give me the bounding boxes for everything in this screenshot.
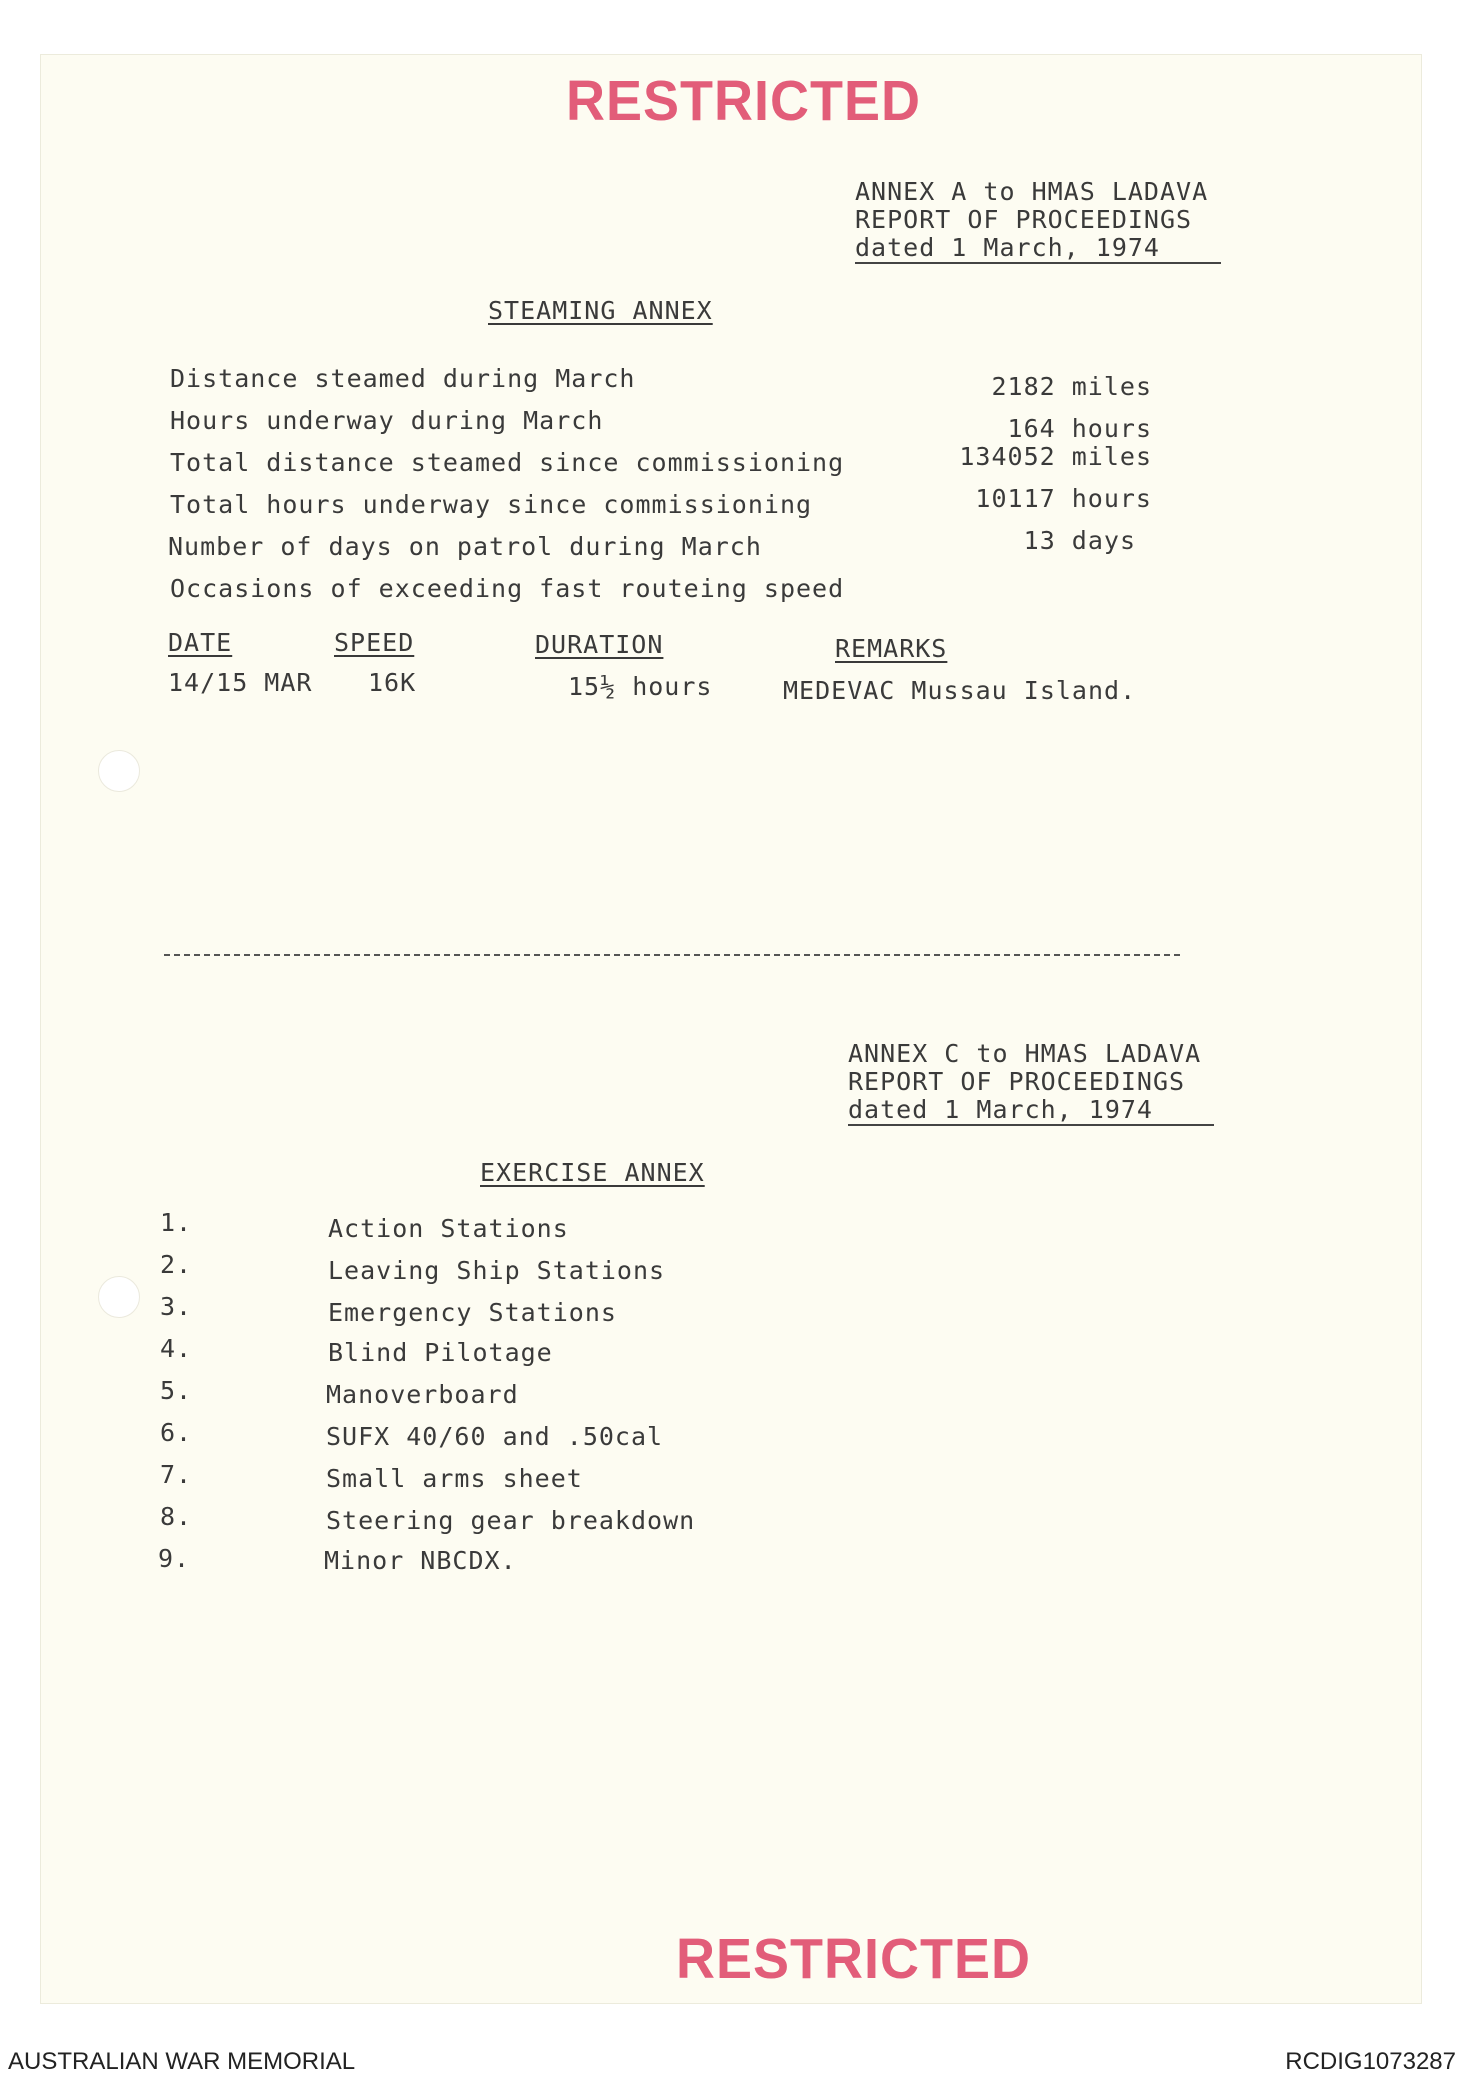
footer-source: AUSTRALIAN WAR MEMORIAL xyxy=(8,2048,356,2075)
punch-hole xyxy=(98,1276,140,1318)
stat-value: 10117 hours xyxy=(975,484,1152,513)
annex-c-header-line-3: dated 1 March, 1974 xyxy=(848,1095,1153,1124)
cell-date: 14/15 MAR xyxy=(168,668,313,697)
restricted-stamp-bottom: RESTRICTED xyxy=(676,1927,1032,1991)
section-divider xyxy=(164,954,1180,956)
annex-a-header-line-2: REPORT OF PROCEEDINGS xyxy=(855,205,1193,234)
list-item-number: 6. xyxy=(160,1418,193,1447)
list-item: Action Stations xyxy=(328,1214,569,1243)
annex-c-header-underline xyxy=(848,1124,1214,1126)
punch-hole xyxy=(98,750,140,792)
stat-label: Hours underway during March xyxy=(170,406,604,435)
col-header-duration: DURATION xyxy=(535,630,664,659)
stat-label: Total distance steamed since commissioning xyxy=(170,448,845,477)
stat-value: 13 days xyxy=(1023,526,1136,555)
list-item: Blind Pilotage xyxy=(328,1338,553,1367)
cell-duration: 15½ hours xyxy=(568,672,713,701)
exercise-annex-title: EXERCISE ANNEX xyxy=(480,1158,705,1187)
stat-value: 134052 miles xyxy=(959,442,1152,471)
list-item: Small arms sheet xyxy=(326,1464,583,1493)
stat-label: Distance steamed during March xyxy=(170,364,636,393)
annex-a-header-line-1: ANNEX A to HMAS LADAVA xyxy=(855,177,1209,206)
restricted-stamp-top: RESTRICTED xyxy=(566,69,922,133)
list-item: Minor NBCDX. xyxy=(324,1546,517,1575)
stat-value: 164 hours xyxy=(1007,414,1152,443)
stat-label: Occasions of exceeding fast routeing speed xyxy=(170,574,845,603)
stat-label: Total hours underway since commissioning xyxy=(170,490,813,519)
annex-a-header-line-3: dated 1 March, 1974 xyxy=(855,233,1160,262)
cell-remarks: MEDEVAC Mussau Island. xyxy=(783,676,1137,705)
footer-record-id: RCDIG1073287 xyxy=(1285,2048,1456,2075)
list-item-number: 7. xyxy=(160,1460,193,1489)
list-item-number: 8. xyxy=(160,1502,193,1531)
list-item: Steering gear breakdown xyxy=(326,1506,696,1535)
steaming-annex-title: STEAMING ANNEX xyxy=(488,296,713,325)
list-item-number: 1. xyxy=(160,1208,193,1237)
stat-label: Number of days on patrol during March xyxy=(168,532,762,561)
list-item-number: 5. xyxy=(160,1376,193,1405)
document-page xyxy=(40,54,1422,2004)
list-item-number: 3. xyxy=(160,1292,193,1321)
list-item-number: 2. xyxy=(160,1250,193,1279)
stat-value: 2182 miles xyxy=(991,372,1152,401)
list-item-number: 4. xyxy=(160,1334,193,1363)
list-item: Manoverboard xyxy=(326,1380,519,1409)
annex-c-header-line-2: REPORT OF PROCEEDINGS xyxy=(848,1067,1186,1096)
list-item-number: 9. xyxy=(158,1544,191,1573)
annex-a-header-underline xyxy=(855,262,1221,264)
col-header-date: DATE xyxy=(168,628,233,657)
annex-c-header-line-1: ANNEX C to HMAS LADAVA xyxy=(848,1039,1202,1068)
cell-speed: 16K xyxy=(368,668,417,697)
list-item: SUFX 40/60 and .50cal xyxy=(326,1422,664,1451)
col-header-remarks: REMARKS xyxy=(835,634,948,663)
list-item: Emergency Stations xyxy=(328,1298,617,1327)
col-header-speed: SPEED xyxy=(334,628,415,657)
list-item: Leaving Ship Stations xyxy=(328,1256,666,1285)
